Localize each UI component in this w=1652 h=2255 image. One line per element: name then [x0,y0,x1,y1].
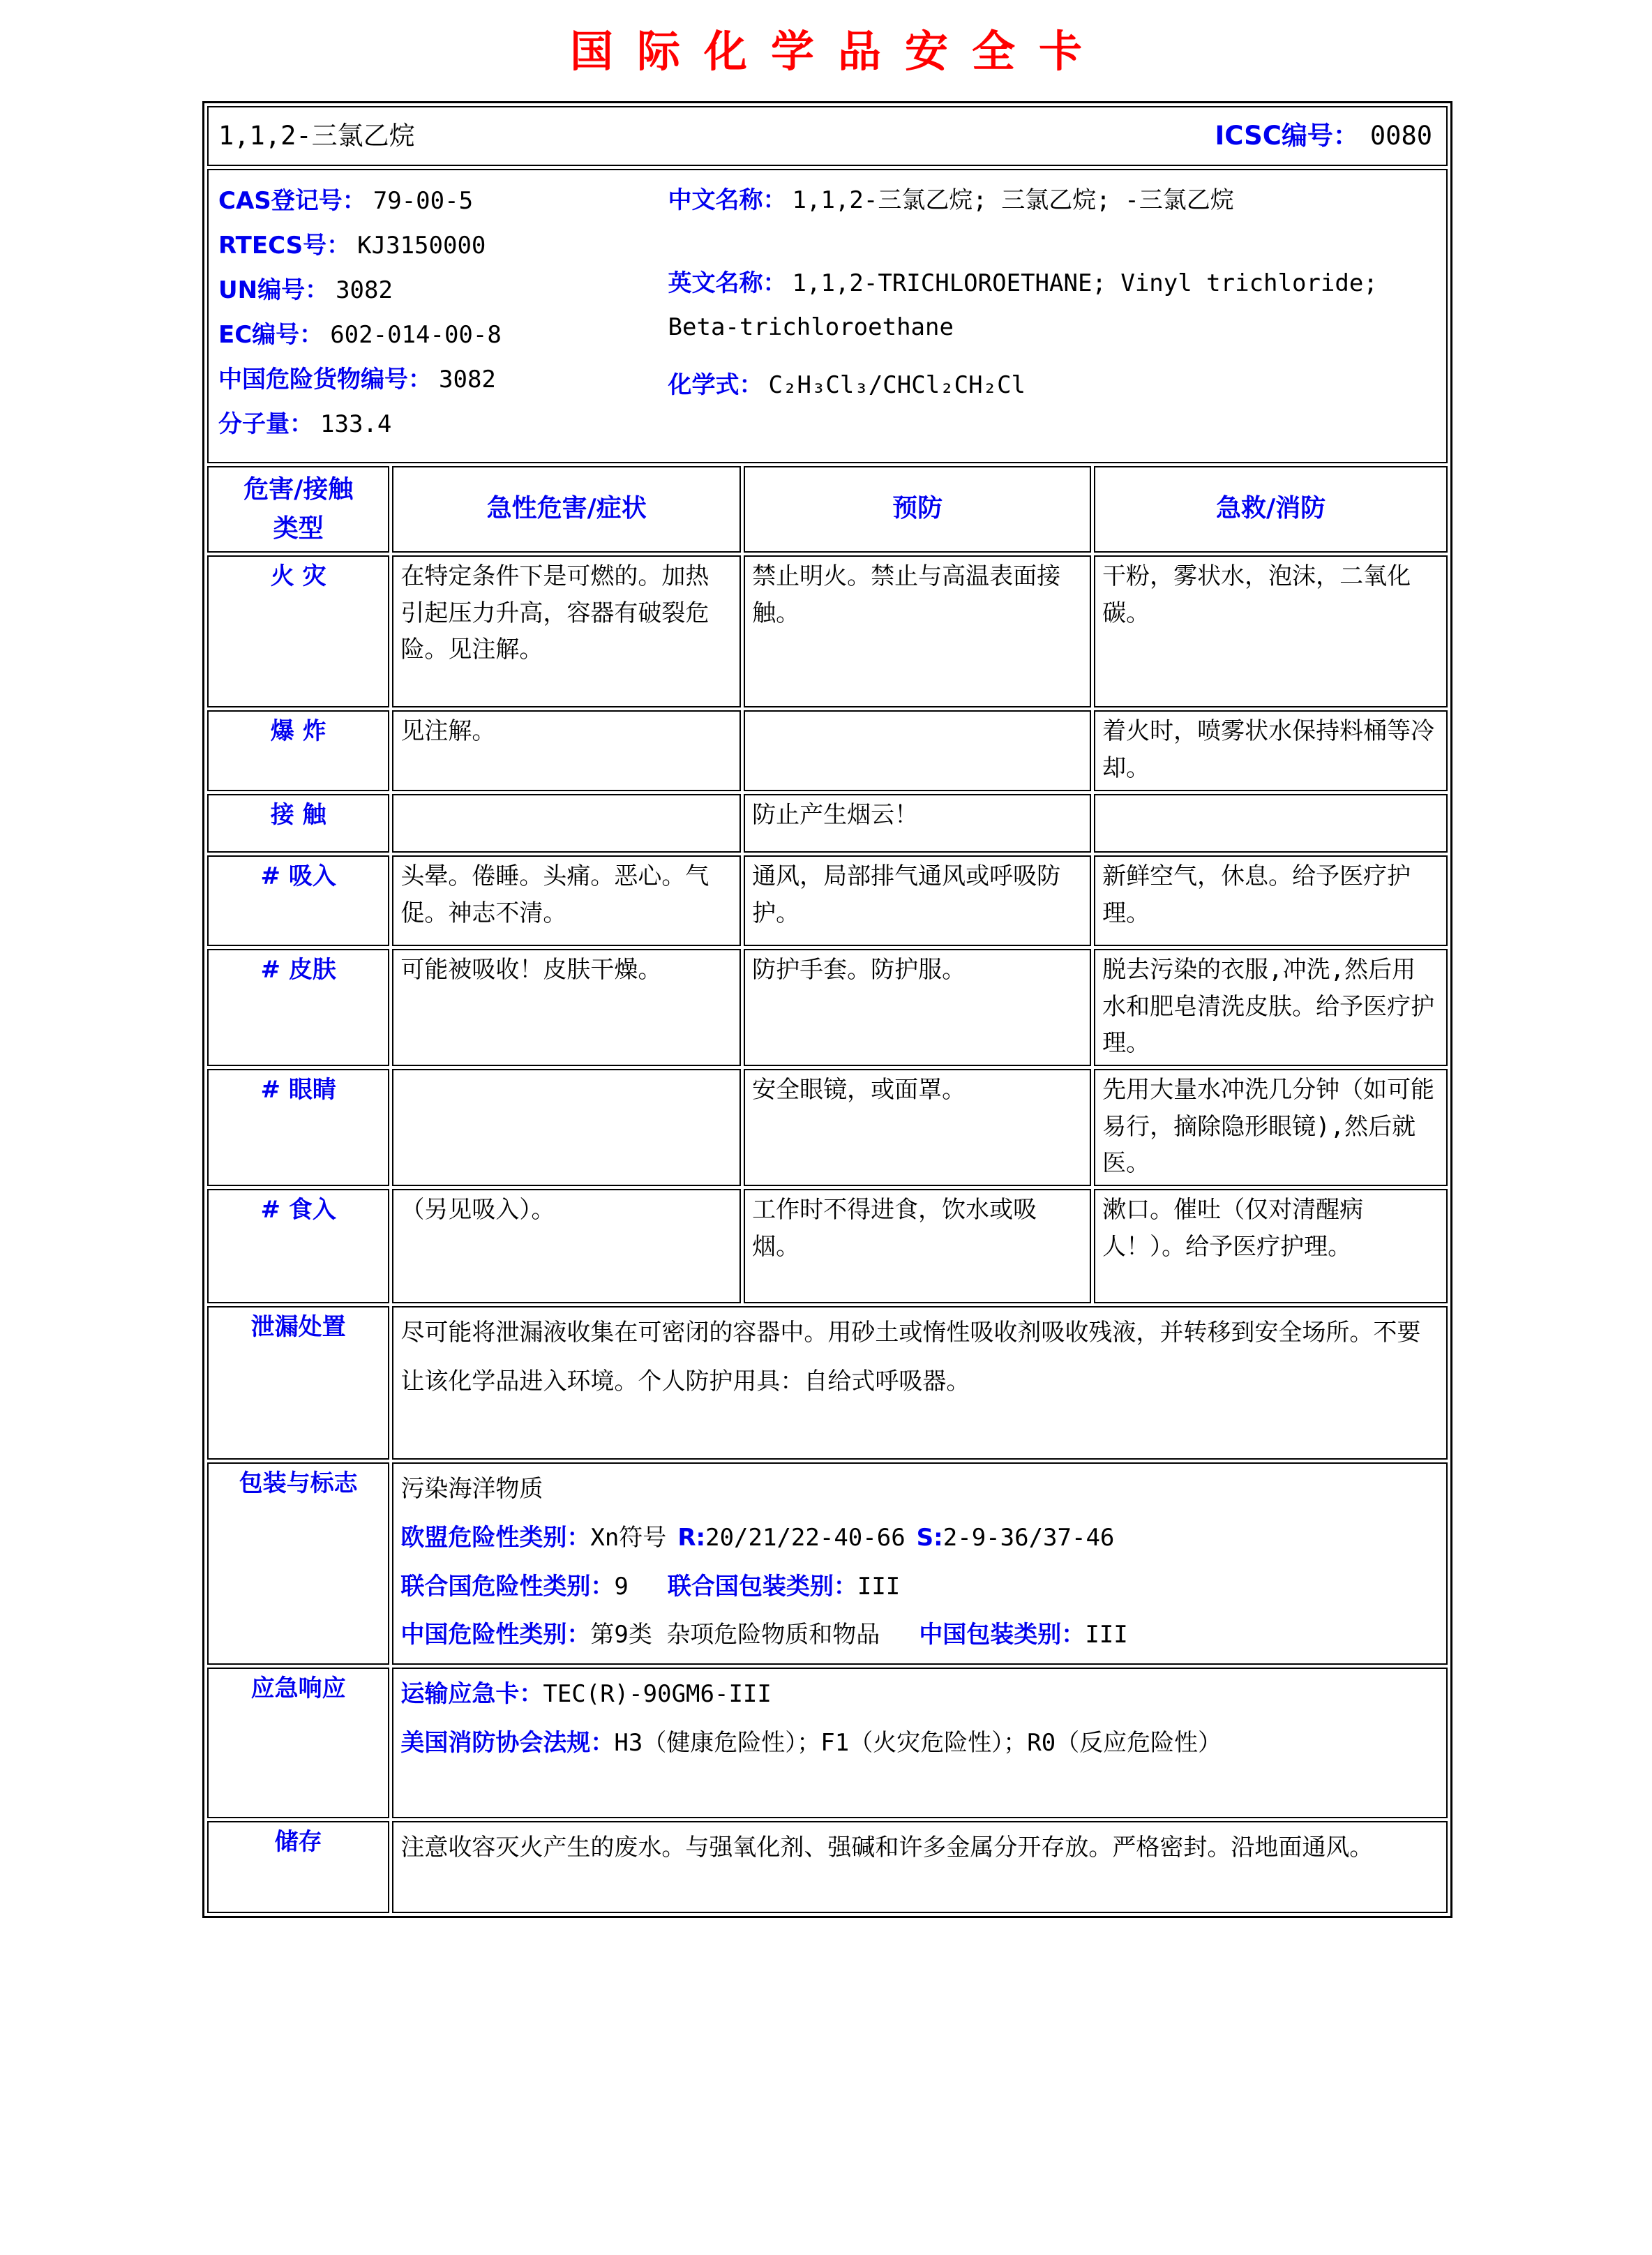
field-value: 注意收容灭火产生的废水。与强氧化剂、强碱和许多金属分开存放。严格密封。沿地面通风。 [400,1834,1374,1862]
field-value: H3（健康危险性）；F1（火灾危险性）；R0（反应危险性） [614,1728,1222,1757]
section-line [400,1824,1439,1873]
field-value: III [857,1572,901,1601]
field-label: 联合国危险性类别： [400,1572,615,1601]
spill-disposal-content [392,1306,1448,1460]
field-value: TEC(R)-90GM6-III [543,1680,772,1709]
icsc-number-field [1215,116,1436,156]
inhalation-prevention: 通风，局部排气通风或呼吸防护。 [744,855,1091,946]
icsc-page [0,17,1652,2255]
column-header-symptoms: 急性危害/症状 [392,466,741,553]
ingestion-prevention: 工作时不得进食，饮水或吸烟。 [744,1189,1091,1303]
section-line [400,1670,1439,1719]
section-row-spill-disposal [207,1306,1448,1460]
contact-first-aid [1094,794,1448,853]
section-row-storage [207,1821,1448,1913]
eyes-symptoms [392,1069,741,1186]
section-line [400,1719,1439,1768]
contact-prevention: 防止产生烟云！ [744,794,1091,853]
hazard-type-label: # 吸入 [207,855,389,946]
section-label: 包装与标志 [207,1462,389,1665]
field-label: 美国消防协会法规： [400,1728,615,1757]
card-header-row [207,106,1448,166]
field-value: 第9类 杂项危险物质和物品 [590,1621,880,1649]
contact-symptoms [392,794,741,853]
icsc-number: 0080 [1369,121,1432,151]
field-label: 运输应急卡： [400,1680,543,1709]
column-header-first-aid: 急救/消防 [1094,466,1448,553]
field-value: 尽可能将泄漏液收集在可密闭的容器中。用砂土或惰性吸收剂吸收残液，并转移到安全场所。不要让该化学品进入环境。个人防护用具：自给式呼吸器。 [400,1319,1421,1395]
un-number-line: UN编号： 3082 [218,276,393,304]
inhalation-symptoms: 头晕。倦睡。头痛。恶心。气促。神志不清。 [392,855,741,946]
section-label: 储存 [207,1821,389,1913]
field-label: S: [916,1523,943,1552]
hazard-row-skin [207,949,1448,1066]
hazard-row-ingestion [207,1189,1448,1303]
eyes-first-aid: 先用大量水冲洗几分钟（如可能易行，摘除隐形眼镜),然后就医。 [1094,1069,1448,1186]
hazard-type-label: 爆 炸 [207,710,389,791]
field-label: 中国包装类别： [919,1621,1086,1649]
ingestion-symptoms: （另见吸入）。 [392,1189,741,1303]
molecular-weight-line: 分子量： 133.4 [218,410,392,438]
identifiers-row [207,169,1448,463]
field-value: III [1085,1621,1128,1649]
field-label: R: [677,1523,706,1552]
explosion-first-aid: 着火时，喷雾状水保持料桶等冷却。 [1094,710,1448,791]
section-label: 应急响应 [207,1668,389,1818]
column-header-hazard-type: 危害/接触类型 [207,466,389,553]
explosion-symptoms: 见注解。 [392,710,741,791]
field-value: 9 [614,1572,629,1601]
english-name-line: 英文名称： 1,1,2-TRICHLOROETHANE; Vinyl trichloride; Beta-trichloroethane [668,269,1378,341]
safety-card-table [202,101,1452,1918]
hazard-type-label: # 食入 [207,1189,389,1303]
fire-symptoms: 在特定条件下是可燃的。加热引起压力升高，容器有破裂危险。见注解。 [392,555,741,707]
packaging-labelling-content [392,1462,1448,1665]
emergency-response-content [392,1668,1448,1818]
section-row-packaging-labelling [207,1462,1448,1665]
section-row-emergency-response [207,1668,1448,1818]
rtecs-number-line: RTECS号： KJ3150000 [218,232,486,260]
hazard-row-contact [207,794,1448,853]
ec-number-line: EC编号： 602-014-00-8 [218,321,502,349]
skin-symptoms: 可能被吸收！皮肤干燥。 [392,949,741,1066]
hazard-type-label: 火 灾 [207,555,389,707]
registry-numbers [218,179,668,447]
eyes-prevention: 安全眼镜，或面罩。 [744,1069,1091,1186]
hazard-table-header [207,466,1448,553]
field-label: 欧盟危险性类别： [400,1523,591,1552]
column-header-prevention: 预防 [744,466,1091,553]
skin-prevention: 防护手套。防护服。 [744,949,1091,1066]
explosion-prevention [744,710,1091,791]
hazard-type-label: 接 触 [207,794,389,853]
section-line [400,1309,1439,1406]
hazard-row-explosion [207,710,1448,791]
china-dg-number-line: 中国危险货物编号： 3082 [218,366,496,394]
inhalation-first-aid: 新鲜空气，休息。给予医疗护理。 [1094,855,1448,946]
hazard-row-inhalation [207,855,1448,946]
field-value: 2-9-36/37-46 [943,1523,1115,1552]
field-value: 20/21/22-40-66 [705,1523,906,1552]
hazard-type-label: # 眼睛 [207,1069,389,1186]
chemical-formula-line: 化学式： C₂H₃Cl₃/CHCl₂CH₂Cl [668,370,1026,399]
field-label: 联合国包装类别： [667,1572,857,1601]
ingestion-first-aid: 漱口。催吐（仅对清醒病人！）。给予医疗护理。 [1094,1189,1448,1303]
section-line [400,1465,1439,1514]
field-value: 污染海洋物质 [400,1475,543,1504]
fire-prevention: 禁止明火。禁止与高温表面接触。 [744,555,1091,707]
chinese-name-line: 中文名称： 1,1,2-三氯乙烷; 三氯乙烷; -三氯乙烷 [668,186,1234,214]
hazard-row-fire [207,555,1448,707]
hazard-type-label: # 皮肤 [207,949,389,1066]
page-title: 国际化学品安全卡 [569,26,1106,77]
field-value: Xn符号 [590,1523,667,1552]
section-label: 泄漏处置 [207,1306,389,1460]
section-line [400,1563,1439,1612]
skin-first-aid: 脱去污染的衣服,冲洗,然后用水和肥皂清洗皮肤。给予医疗护理。 [1094,949,1448,1066]
chemical-names [668,179,1439,447]
chemical-name: 1,1,2-三氯乙烷 [218,121,415,151]
fire-first-aid: 干粉，雾状水，泡沫，二氧化碳。 [1094,555,1448,707]
section-line [400,1514,1439,1563]
icsc-label: ICSC编号： [1215,121,1359,151]
field-label: 中国危险性类别： [400,1621,591,1649]
cas-number-line: CAS登记号： 79-00-5 [218,187,474,215]
hazard-row-eyes [207,1069,1448,1186]
storage-content [392,1821,1448,1913]
section-line [400,1611,1439,1660]
